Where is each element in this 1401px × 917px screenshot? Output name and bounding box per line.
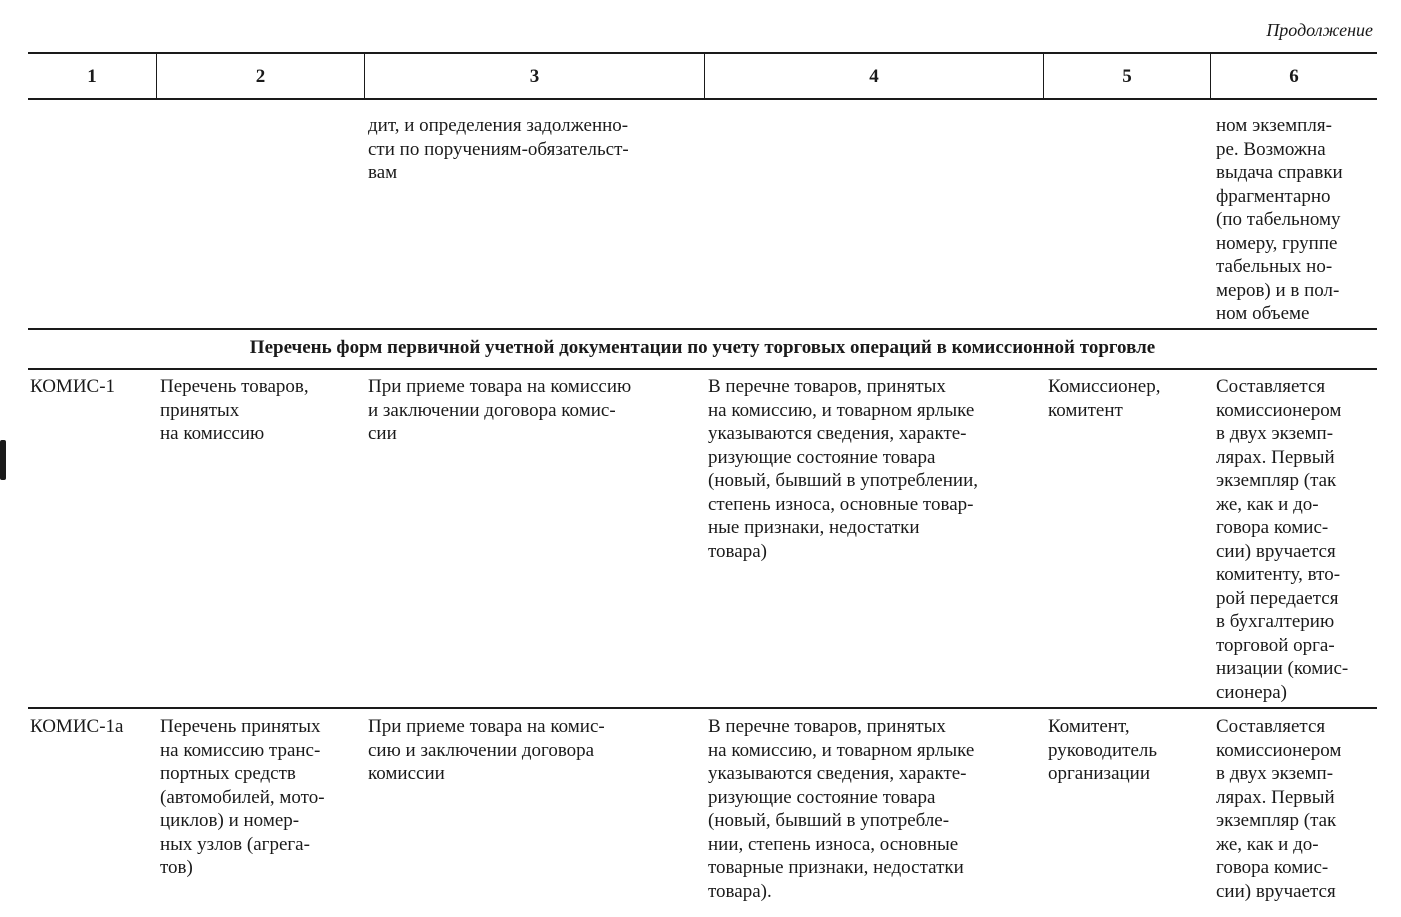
column-number: 6 <box>1289 66 1299 87</box>
form-signers: Комиссионер, комитент <box>1048 376 1161 421</box>
column-number: 5 <box>1122 66 1132 87</box>
form-content: В перечне товаров, принятых на комиссию, и товарном ярлыке указываются сведения, характе- ризующие состояние товара (новый, бывший в употребле- нии, степень износа, основные товарные признаки, недостатки товара). <box>708 716 975 902</box>
form-content: В перечне товаров, принятых на комиссию, и товарном ярлыке указываются сведения, характе- ризующие состояние товара (новый, бывший в употреблении, степень износа, основные товар- ные признаки, недостатки товара) <box>708 376 978 562</box>
form-name: Перечень принятых на комиссию транс- портных средств (автомобилей, мото- циклов) и номер- ных узлов (агрега- тов) <box>160 716 325 878</box>
continued-cell-col3: дит, и определения задолженно- сти по поручениям-обязательст- вам <box>368 115 629 183</box>
column-number: 4 <box>869 66 879 87</box>
row-rule <box>28 707 1377 709</box>
form-when: При приеме товара на комиссию и заключении договора комис- сии <box>368 376 632 444</box>
form-notes: Составляется комиссионером в двух экземп- лярах. Первый экземпляр (так же, как и до- говора комис- сии) вручается комитенту, вто- рой передается в бухгалтерию торговой орга- низации (комис- сионера) <box>1216 376 1349 703</box>
continuation-label: Продолжение <box>1266 20 1373 40</box>
row-rule <box>28 328 1377 330</box>
form-notes: Составляется комиссионером в двух экземп- лярах. Первый экземпляр (так же, как и до- говора комис- сии) вручается <box>1216 716 1342 902</box>
column-number: 1 <box>87 66 97 87</box>
row-rule <box>28 368 1377 370</box>
continued-cell-col6: ном экземпля- ре. Возможна выдача справки фрагментарно (по табельному номеру, группе табельных но- меров) и в пол- ном объеме <box>1216 115 1343 324</box>
column-number: 2 <box>255 66 266 87</box>
form-name: Перечень товаров, принятых на комиссию <box>160 376 309 444</box>
header-bottom-rule <box>28 98 1377 100</box>
form-signers: Комитент, руководитель организации <box>1048 716 1158 784</box>
form-when: При приеме товара на комис- сию и заключении договора комиссии <box>368 716 605 784</box>
form-code: КОМИС-1а <box>30 716 124 737</box>
page-margin-mark <box>0 440 6 480</box>
section-title: Перечень форм первичной учетной документации по учету торговых операций в комиссионной торговле <box>249 337 1156 358</box>
column-number: 3 <box>529 66 540 87</box>
form-code: КОМИС-1 <box>30 376 116 397</box>
header-top-rule <box>28 52 1377 54</box>
